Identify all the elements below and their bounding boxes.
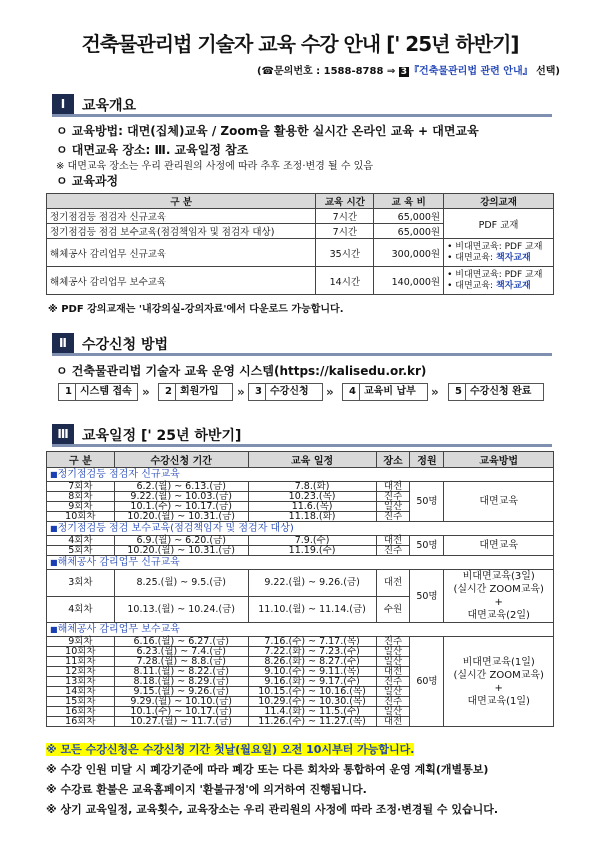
- edu-date: 7.22.(화) ~ 7.23.(수): [248, 647, 376, 657]
- edu-date: 7.16.(수) ~ 7.17.(목): [248, 637, 376, 647]
- method-line: 대면교육(1일): [467, 695, 530, 707]
- session-no: 7회차: [47, 482, 115, 492]
- course-fee: 300,000원: [374, 239, 444, 267]
- section-3-header: [52, 424, 552, 444]
- method-line: 대면교육(2일): [467, 610, 530, 621]
- apply-period: 9.15.(월) ~ 9.26.(금): [114, 687, 248, 697]
- course-name: 정기점검등 점검자 신규교육: [47, 209, 316, 224]
- session-no: 12회차: [47, 667, 115, 677]
- edu-place: 일산: [376, 502, 410, 512]
- col-header: 정원: [410, 452, 444, 468]
- table-header-row: [47, 452, 554, 468]
- course-time: 7시간: [316, 209, 374, 224]
- course-time: 7시간: [316, 224, 374, 239]
- material-face: [447, 281, 550, 292]
- step-3: 3 수강신청: [248, 383, 323, 401]
- edu-place: 진주: [376, 637, 410, 647]
- capacity: 50명: [410, 482, 444, 522]
- section-number: Ⅲ: [52, 424, 74, 444]
- contact-suffix: 선택): [532, 66, 560, 77]
- education-place: ㅇ 대면교육 장소: Ⅲ. 교육일정 참조: [56, 143, 249, 157]
- edu-date: 9.16.(화) ~ 9.17.(수): [248, 677, 376, 687]
- apply-period: 9.22.(월) ~ 10.03.(금): [114, 492, 248, 502]
- section-underline: [52, 353, 552, 356]
- apply-period: 9.29.(월) ~ 10.10.(금): [114, 697, 248, 707]
- table-row: [47, 239, 554, 267]
- contact-info: [257, 62, 560, 77]
- group-title-row: [47, 468, 554, 482]
- edu-place: 대전: [376, 482, 410, 492]
- material-face: [447, 253, 550, 264]
- section-1-header: [52, 94, 552, 114]
- col-header: 구 분: [47, 194, 316, 209]
- table-header-row: [47, 194, 554, 209]
- session-no: 10회차: [47, 647, 115, 657]
- edu-date: 11.6.(목): [248, 502, 376, 512]
- method-line: (실시간 ZOOM교육): [453, 669, 544, 681]
- course-material: [444, 267, 554, 295]
- table-row: [47, 570, 554, 597]
- edu-place: 일산: [376, 647, 410, 657]
- apply-period: 10.27.(월) ~ 11.7.(금): [114, 717, 248, 727]
- edu-date: 9.22.(월) ~ 9.26.(금): [248, 570, 376, 597]
- system-line: ㅇ 건축물관리법 기술자 교육 운영 시스템(https://kalisedu.or.kr): [56, 364, 427, 378]
- session-no: 5회차: [47, 546, 115, 556]
- edu-place: 진주: [376, 492, 410, 502]
- session-no: 11회차: [47, 657, 115, 667]
- step-2: 2 회원가입: [158, 383, 233, 401]
- apply-period: 10.13.(월) ~ 10.24.(금): [114, 596, 248, 623]
- col-header: 구 분: [47, 452, 115, 468]
- course-name: 해체공사 감리업무 보수교육: [47, 267, 316, 295]
- edu-place: 대전: [376, 536, 410, 546]
- apply-period: 10.1.(수) ~ 10.17.(금): [114, 502, 248, 512]
- apply-period: 8.18.(월) ~ 8.29.(금): [114, 677, 248, 687]
- apply-period: 8.25.(월) ~ 9.5.(금): [114, 570, 248, 597]
- edu-date: 10.15.(수) ~ 10.16.(목): [248, 687, 376, 697]
- col-header: 장소: [376, 452, 410, 468]
- edu-date: 11.18.(화): [248, 512, 376, 522]
- apply-period: 6.23.(월) ~ 7.4.(금): [114, 647, 248, 657]
- step-arrow-icon: »: [237, 385, 245, 399]
- session-no: 16회차: [47, 707, 115, 717]
- section-number: Ⅰ: [52, 94, 74, 114]
- step-arrow-icon: »: [142, 385, 150, 399]
- section-underline: [52, 114, 552, 117]
- col-header: 교육 시간: [316, 194, 374, 209]
- material-face-label: • 대면교육:: [447, 252, 496, 263]
- education-method: ㅇ 교육방법: 대면(집체)교육 / Zoom을 활용한 실시간 온라인 교육 + 대면교육: [56, 124, 479, 138]
- course-material: [444, 239, 554, 267]
- section-underline: [52, 444, 552, 447]
- step-arrow-icon: »: [326, 385, 334, 399]
- course-label: ㅇ 교육과정: [56, 174, 119, 188]
- edu-method: 대면교육: [444, 536, 554, 556]
- edu-place: 일산: [376, 707, 410, 717]
- edu-place: 대전: [376, 667, 410, 677]
- session-no: 15회차: [47, 697, 115, 707]
- section-number: Ⅱ: [52, 333, 74, 353]
- footer-note-3: ※ 수강료 환불은 교육홈페이지 '환불규정'에 의거하여 진행됩니다.: [46, 783, 367, 796]
- col-header: 수강신청 기간: [114, 452, 248, 468]
- apply-period: 6.2.(월) ~ 6.13.(금): [114, 482, 248, 492]
- course-table: [46, 193, 554, 295]
- capacity: 50명: [410, 536, 444, 556]
- pdf-note: ※ PDF 강의교재는 '내강의실-강의자료'에서 다운로드 가능합니다.: [48, 304, 344, 315]
- edu-date: 9.10.(수) ~ 9.11.(목): [248, 667, 376, 677]
- edu-date: 8.26.(화) ~ 8.27.(수): [248, 657, 376, 667]
- group-title-row: [47, 522, 554, 536]
- session-no: 10회차: [47, 512, 115, 522]
- session-no: 9회차: [47, 502, 115, 512]
- apply-period: 10.20.(월) ~ 10.31.(금): [114, 512, 248, 522]
- course-material: PDF 교재: [444, 209, 554, 239]
- course-time: 14시간: [316, 267, 374, 295]
- edu-date: 11.26.(수) ~ 11.27.(목): [248, 717, 376, 727]
- footer-note-1: ※ 모든 수강신청은 수강신청 기간 첫날(월요일) 오전 10시부터 가능합니다.: [46, 743, 415, 756]
- group-title: ■해체공사 감리업무 보수교육: [47, 623, 554, 637]
- section-title: 수강신청 방법: [82, 337, 169, 353]
- table-row: [47, 267, 554, 295]
- edu-date: 7.8.(화): [248, 482, 376, 492]
- edu-method: 대면교육: [444, 482, 554, 522]
- material-book: 책자교재: [495, 252, 531, 263]
- group-title-row: [47, 623, 554, 637]
- contact-prefix: (☎문의번호 : 1588-8788 ⇒: [256, 66, 399, 77]
- capacity: 60명: [410, 637, 444, 727]
- session-no: 9회차: [47, 637, 115, 647]
- apply-period: 7.28.(월) ~ 8.8.(금): [114, 657, 248, 667]
- edu-date: 10.29.(수) ~ 10.30.(목): [248, 697, 376, 707]
- method-line: +: [494, 682, 503, 694]
- session-no: 16회차: [47, 717, 115, 727]
- session-no: 4회차: [47, 596, 115, 623]
- edu-date: 11.10.(월) ~ 11.14.(금): [248, 596, 376, 623]
- apply-period: 6.16.(월) ~ 6.27.(금): [114, 637, 248, 647]
- edu-place: 수원: [376, 596, 410, 623]
- apply-period: 6.9.(월) ~ 6.20.(금): [114, 536, 248, 546]
- footer-note-2: ※ 수강 인원 미달 시 폐강기준에 따라 폐강 또는 다른 회차와 통합하여 운영 계획(개별통보): [46, 763, 489, 776]
- method-line: 비대면교육(3일): [462, 571, 535, 582]
- edu-place: 진주: [376, 677, 410, 687]
- contact-menu-link: 『건축물관리법 관련 안내』: [409, 66, 533, 77]
- col-header: 교 육 비: [374, 194, 444, 209]
- footer-note-4: ※ 상기 교육일정, 교육횟수, 교육장소는 우리 관리원의 사정에 따라 조정·변경될 수 있습니다.: [46, 803, 499, 816]
- material-nonface: • 비대면교육: PDF 교재: [447, 241, 543, 252]
- edu-date: 7.9.(수): [248, 536, 376, 546]
- method-line: +: [494, 597, 503, 608]
- document-title: 건축물관리법 기술자 교육 수강 안내 [' 25년 하반기]: [81, 32, 519, 56]
- col-header: 강의교재: [444, 194, 554, 209]
- edu-place: 일산: [376, 687, 410, 697]
- session-no: 8회차: [47, 492, 115, 502]
- edu-place: 일산: [376, 657, 410, 667]
- method-line: (실시간 ZOOM교육): [453, 584, 544, 595]
- table-row: [47, 536, 554, 546]
- course-name: 해체공사 감리업무 신규교육: [47, 239, 316, 267]
- course-name: 정기점검등 점검 보수교육(점검책임자 및 점검자 대상): [47, 224, 316, 239]
- material-nonface: • 비대면교육: PDF 교재: [447, 269, 543, 280]
- edu-date: 10.23.(목): [248, 492, 376, 502]
- apply-period: 10.20.(월) ~ 10.31.(금): [114, 546, 248, 556]
- edu-place: 진주: [376, 546, 410, 556]
- col-header: 교육 일정: [248, 452, 376, 468]
- section-title: 교육개요: [82, 98, 137, 114]
- step-1: 1 시스템 접속: [58, 383, 138, 401]
- apply-period: 8.11.(월) ~ 8.22.(금): [114, 667, 248, 677]
- col-header: 교육방법: [444, 452, 554, 468]
- edu-method: [444, 637, 554, 727]
- session-no: 13회차: [47, 677, 115, 687]
- course-fee: 65,000원: [374, 224, 444, 239]
- edu-date: 11.19.(수): [248, 546, 376, 556]
- section-title: 교육일정 [' 25년 하반기]: [82, 428, 242, 444]
- schedule-table: [46, 451, 554, 727]
- group-title: ■정기점검등 점검자 신규교육: [47, 468, 554, 482]
- session-no: 3회차: [47, 570, 115, 597]
- apply-period: 10.1.(수) ~ 10.17.(금): [114, 707, 248, 717]
- edu-place: 진주: [376, 697, 410, 707]
- signup-steps: [58, 383, 558, 403]
- table-row: [47, 209, 554, 224]
- method-line: 비대면교육(1일): [462, 656, 535, 668]
- section-2-header: [52, 333, 552, 353]
- group-title: ■해체공사 감리업무 신규교육: [47, 556, 554, 570]
- material-face-label: • 대면교육:: [447, 280, 496, 291]
- table-row: [47, 637, 554, 647]
- edu-place: 진주: [376, 512, 410, 522]
- session-no: 4회차: [47, 536, 115, 546]
- course-time: 35시간: [316, 239, 374, 267]
- material-book: 책자교재: [495, 280, 531, 291]
- capacity: 50명: [410, 570, 444, 623]
- step-arrow-icon: »: [431, 385, 439, 399]
- step-5: 5 수강신청 완료: [448, 383, 544, 401]
- edu-date: 11.4.(화) ~ 11.5.(수): [248, 707, 376, 717]
- edu-method: [444, 570, 554, 623]
- course-fee: 65,000원: [374, 209, 444, 224]
- group-title: ■정기점검등 점검 보수교육(점검책임자 및 점검자 대상): [47, 522, 554, 536]
- place-note: ※ 대면교육 장소는 우리 관리원의 사정에 따라 추후 조정·변경 될 수 있음: [56, 161, 374, 172]
- table-row: [47, 482, 554, 492]
- edu-place: 대전: [376, 570, 410, 597]
- step-4: 4 교육비 납부: [342, 383, 428, 401]
- course-fee: 140,000원: [374, 267, 444, 295]
- session-no: 14회차: [47, 687, 115, 697]
- group-title-row: [47, 556, 554, 570]
- menu-number-badge: 3: [400, 67, 408, 77]
- edu-place: 대전: [376, 717, 410, 727]
